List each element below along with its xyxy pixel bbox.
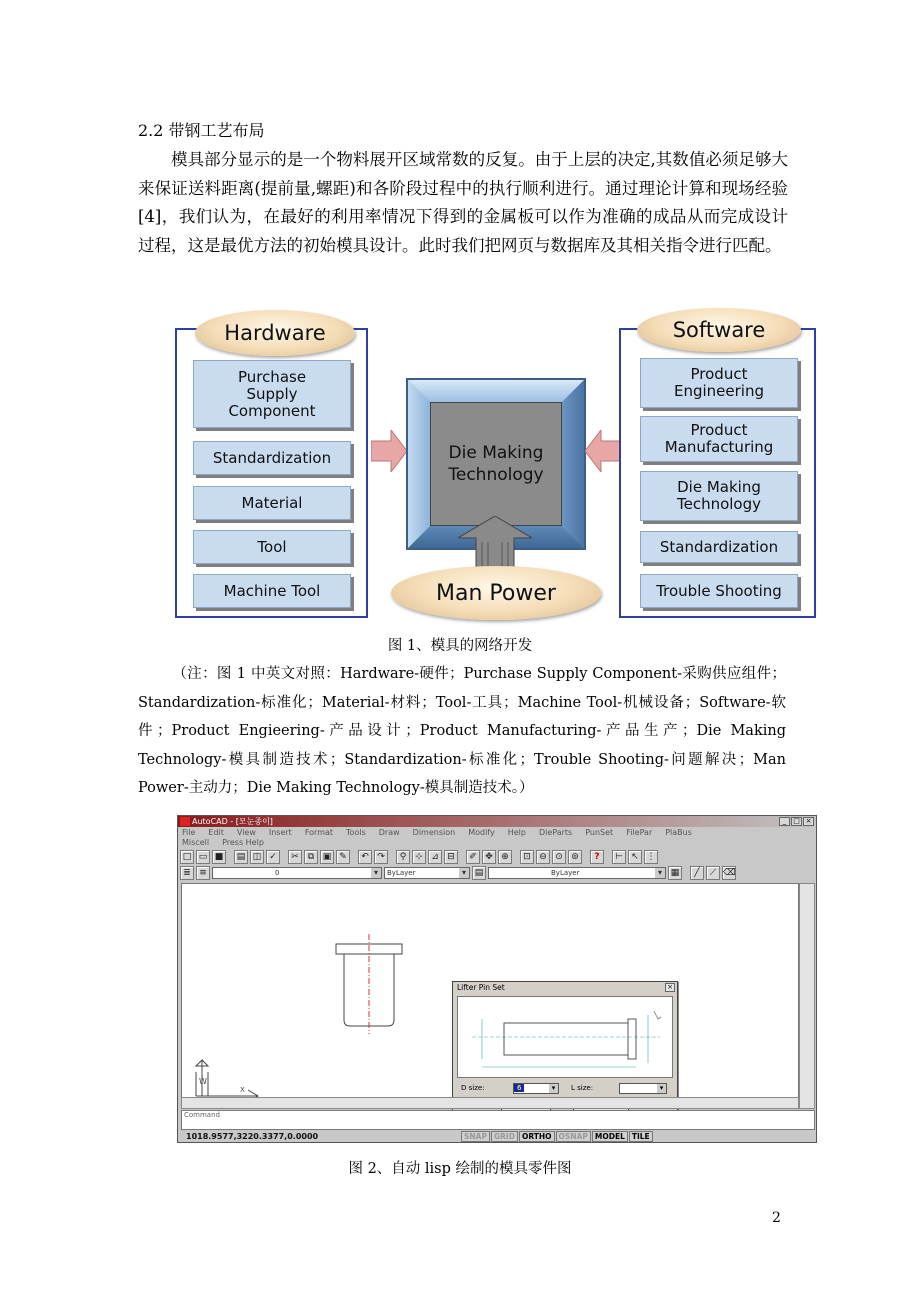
figure-1-diagram bbox=[175, 308, 818, 620]
hardware-item-purchase-supply-component: Purchase Supply Component bbox=[193, 360, 351, 428]
dialog-title-bar bbox=[453, 982, 677, 993]
linetype-dropdown[interactable] bbox=[488, 867, 666, 879]
menu-dimension[interactable]: Dimension bbox=[412, 828, 456, 837]
hyperlink-icon[interactable]: ⚲ bbox=[396, 850, 410, 864]
polyline-icon[interactable]: ⟋ bbox=[706, 866, 720, 880]
arrow-right-icon bbox=[371, 430, 407, 472]
status-ortho-button[interactable]: ORTHO bbox=[519, 1131, 555, 1142]
autocad-window bbox=[177, 815, 817, 1143]
close-button[interactable]: × bbox=[803, 817, 814, 826]
layer-dropdown[interactable] bbox=[212, 867, 382, 879]
autocad-logo-icon bbox=[180, 817, 190, 826]
lifter-pin-drawing bbox=[332, 934, 412, 1044]
linetype-value: ByLayer bbox=[551, 869, 580, 877]
layer-value: 0 bbox=[275, 869, 280, 877]
hardware-item-standardization: Standardization bbox=[193, 441, 351, 475]
horizontal-scrollbar[interactable] bbox=[181, 1097, 799, 1109]
menu-insert[interactable]: Insert bbox=[268, 828, 292, 837]
svg-text:X: X bbox=[240, 1086, 245, 1094]
l-size-dropdown[interactable] bbox=[619, 1083, 667, 1094]
leader-icon[interactable]: ↖ bbox=[628, 850, 642, 864]
status-osnap-button[interactable]: OSNAP bbox=[556, 1131, 591, 1142]
drawing-canvas[interactable] bbox=[181, 883, 799, 1109]
zoom-window-icon[interactable]: ⊡ bbox=[520, 850, 534, 864]
color-value: ByLayer bbox=[387, 869, 416, 877]
save-icon[interactable]: ■ bbox=[212, 850, 226, 864]
lineweight-icon[interactable]: ▦ bbox=[668, 866, 682, 880]
undo-icon[interactable]: ↶ bbox=[358, 850, 372, 864]
menu-tools[interactable]: Tools bbox=[346, 828, 366, 837]
autocad-title-bar bbox=[178, 816, 816, 827]
software-item-die-making-technology: Die Making Technology bbox=[640, 471, 798, 521]
man-power-oval: Man Power bbox=[391, 566, 601, 620]
body-paragraph bbox=[138, 146, 788, 260]
figure-1-note bbox=[138, 660, 786, 803]
color-dropdown[interactable] bbox=[384, 867, 470, 879]
menu-file[interactable]: File bbox=[182, 828, 196, 837]
software-item-trouble-shooting: Trouble Shooting bbox=[640, 574, 798, 608]
menu-modify[interactable]: Modify bbox=[468, 828, 495, 837]
section-title: 2.2 带钢工艺布局 bbox=[138, 121, 265, 140]
snap-icon[interactable]: ⊹ bbox=[412, 850, 426, 864]
dialog-close-icon[interactable]: × bbox=[665, 983, 675, 992]
redo-icon[interactable]: ↷ bbox=[374, 850, 388, 864]
d-size-value: 6 bbox=[514, 1084, 524, 1092]
copy-icon[interactable]: ⧉ bbox=[304, 850, 318, 864]
menu-miscell[interactable]: Miscell bbox=[182, 838, 210, 847]
menu-bar bbox=[178, 827, 816, 849]
coordinates-readout: 1018.9577,3220.3377,0.0000 bbox=[186, 1132, 319, 1141]
d-size-dropdown[interactable] bbox=[513, 1083, 559, 1094]
menu-press-help[interactable]: Press Help bbox=[222, 838, 264, 847]
svg-text:W: W bbox=[199, 1077, 207, 1086]
hardware-item-tool: Tool bbox=[193, 530, 351, 564]
grid-icon[interactable]: ⋮ bbox=[644, 850, 658, 864]
help-icon[interactable]: ? bbox=[590, 850, 604, 864]
menu-view[interactable]: View bbox=[236, 828, 256, 837]
erase-icon[interactable]: ⌫ bbox=[723, 868, 736, 878]
autocad-window-title: AutoCAD - [모눈종이] bbox=[192, 817, 273, 826]
menu-edit[interactable]: Edit bbox=[208, 828, 224, 837]
match-icon[interactable]: ✎ bbox=[336, 850, 350, 864]
lifter-pin-set-dialog bbox=[452, 981, 678, 1115]
line-icon[interactable]: ╱ bbox=[690, 866, 704, 880]
status-bar bbox=[178, 1130, 816, 1143]
status-snap-button[interactable]: SNAP bbox=[461, 1131, 490, 1142]
cut-icon[interactable]: ✂ bbox=[288, 850, 302, 864]
standard-toolbar bbox=[180, 849, 658, 865]
open-icon[interactable]: ▭ bbox=[196, 850, 210, 864]
properties-icon[interactable]: ✐ bbox=[466, 850, 480, 864]
body-paragraph-text: 模具部分显示的是一个物料展开区域常数的反复。由于上层的决定,其数值必须足够大来保证送料距离(提前量,螺距)和各阶段过程中的执行顺利进行。通过理论计算和现场经验[4]，我们认为，在最好的利用率情况下得到的金属板可以作为准确的成品从而完成设计过程，这是最优方法的初始模具设计。此时我们把网页与数据库及其相关指令进行匹配。 bbox=[138, 150, 788, 255]
figure-1-note-text: （注：图 1 中英文对照：Hardware-硬件；Purchase Supply Component-采购供应组件；Standardization-标准化；Material-材料；Tool-工具；Machine Tool-机械设备；Software-软件；Product Engieering-产品设计；Product Manufacturing-产品生产；Die Making Technology-模具制造技术；Standardization-标准化；Trouble Shooting-问题解决；Man Power-主动力；Die Making Technology-模具制造技术。） bbox=[138, 666, 786, 796]
menu-plabus[interactable]: PlaBus bbox=[665, 828, 692, 837]
menu-help[interactable]: Help bbox=[507, 828, 526, 837]
hardware-oval: Hardware bbox=[195, 310, 355, 356]
software-item-standardization: Standardization bbox=[640, 531, 798, 563]
menu-punset[interactable]: PunSet bbox=[585, 828, 614, 837]
figure-1-caption: 图 1、模具的网络开发 bbox=[387, 638, 533, 654]
command-line[interactable] bbox=[181, 1110, 815, 1130]
paste-icon[interactable]: ▣ bbox=[320, 850, 334, 864]
center-label: Die Making Technology bbox=[430, 402, 562, 526]
status-grid-button[interactable]: GRID bbox=[491, 1131, 518, 1142]
zoom-realtime-icon[interactable]: ⊕ bbox=[498, 850, 512, 864]
spell-icon[interactable]: ✓ bbox=[266, 850, 280, 864]
minimize-button[interactable]: _ bbox=[779, 817, 790, 826]
zoom-previous-icon[interactable]: ⊖ bbox=[536, 850, 550, 864]
hardware-item-material: Material bbox=[193, 486, 351, 520]
pin-preview-drawing bbox=[458, 997, 674, 1079]
layer-previous-icon[interactable]: ≡ bbox=[196, 866, 210, 880]
layer-toolbar bbox=[180, 865, 736, 881]
dimension-icon[interactable]: ⊢ bbox=[612, 850, 626, 864]
software-oval: Software bbox=[637, 308, 801, 352]
pin-preview bbox=[457, 996, 673, 1078]
zoom-extents-icon[interactable]: ⊚ bbox=[568, 850, 582, 864]
ucs-icon[interactable]: ⊿ bbox=[428, 850, 442, 864]
software-item-product-engineering: Product Engineering bbox=[640, 358, 798, 408]
preview-icon[interactable]: ◫ bbox=[250, 850, 264, 864]
dialog-title: Lifter Pin Set bbox=[457, 983, 505, 992]
software-item-product-manufacturing: Product Manufacturing bbox=[640, 416, 798, 462]
ucs-axis-icon bbox=[188, 1052, 268, 1102]
vertical-scrollbar[interactable] bbox=[799, 883, 815, 1109]
d-size-label: D size: bbox=[461, 1084, 485, 1092]
hardware-item-machine-tool: Machine Tool bbox=[193, 574, 351, 608]
menu-dieparts[interactable]: DieParts bbox=[538, 828, 573, 837]
arrow-up-icon bbox=[458, 516, 532, 568]
zoom-all-icon[interactable]: ⊙ bbox=[552, 850, 566, 864]
l-size-label: L size: bbox=[571, 1084, 594, 1092]
command-label: Command bbox=[184, 1111, 220, 1119]
print-icon[interactable]: ▤ bbox=[234, 850, 248, 864]
distance-icon[interactable]: ⊟ bbox=[444, 850, 458, 864]
arrow-left-icon bbox=[585, 430, 621, 472]
menu-format[interactable]: Format bbox=[304, 828, 334, 837]
new-icon[interactable]: □ bbox=[180, 850, 194, 864]
menu-filepar[interactable]: FilePar bbox=[626, 828, 653, 837]
linetype-icon[interactable]: ▤ bbox=[472, 866, 486, 880]
figure-2-caption: 图 2、自动 lisp 绘制的模具零件图 bbox=[348, 1161, 572, 1177]
maximize-button[interactable]: □ bbox=[791, 817, 802, 826]
layer-manager-icon[interactable]: ≣ bbox=[180, 866, 194, 880]
pan-icon[interactable]: ✥ bbox=[482, 850, 496, 864]
status-model-button[interactable]: MODEL bbox=[592, 1131, 628, 1142]
page-number: 2 bbox=[772, 1210, 781, 1226]
menu-draw[interactable]: Draw bbox=[378, 828, 400, 837]
status-tile-button[interactable]: TILE bbox=[629, 1131, 653, 1142]
